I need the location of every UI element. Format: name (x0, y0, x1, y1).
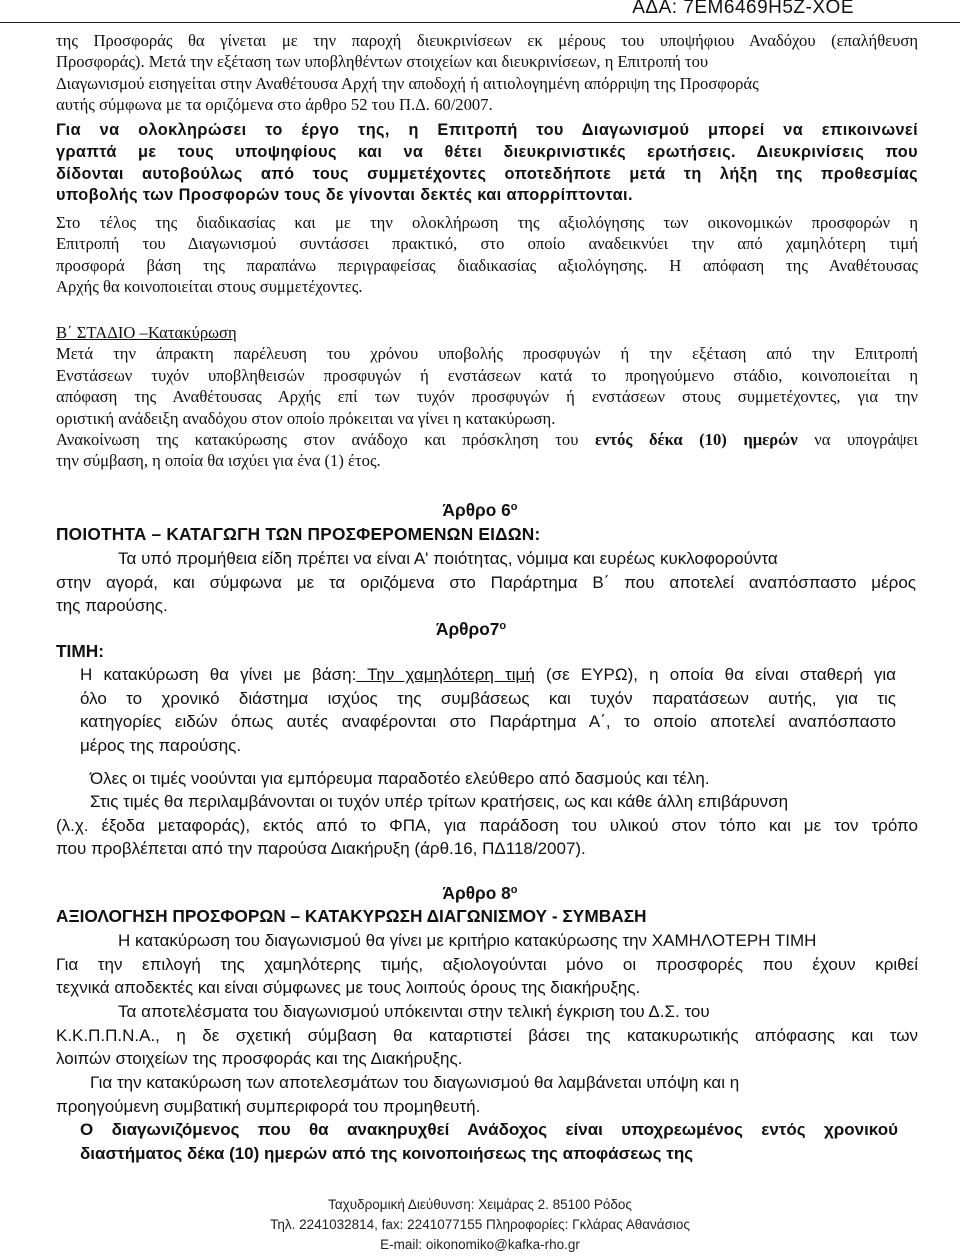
intro-line: αυτής σύμφωνα με τα οριζόμενα στο άρθρο 52 του Π.Δ. 60/2007. (56, 95, 493, 115)
article-6-heading: ΠΟΙΟΤΗΤΑ – ΚΑΤΑΓΩΓΗ ΤΩΝ ΠΡΟΣΦΕΡΟΜΕΝΩΝ ΕΙΔΩΝ: (56, 524, 541, 544)
article-8-title (0, 883, 960, 904)
article-7-para2: Όλες οι τιμές νοούνται για εμπόρευμα παραδοτέο ελεύθερο από δασμούς και τέλη. (90, 769, 710, 788)
ada-code: ΑΔΑ: 7ΕΜ6469Η5Ζ-ΧΟΕ (632, 0, 854, 18)
article-8-line: λοιπών στοιχείων της προσφοράς και της Διακήρυξης. (56, 1049, 463, 1069)
superscript: ο (510, 501, 518, 513)
article-8-line: Κ.Κ.Π.Π.Ν.Α., η δε σχετική σύμβαση θα καταρτιστεί βάσει της κατακυρωτικής απόφασης και των (56, 1025, 918, 1045)
article-7-line: κατηγορίες ειδών όπως αυτές αναφέρονται στο Παράρτημα Α΄, το οποίο αποτελεί αναπόσπαστο (80, 712, 896, 732)
stage-b-line: Μετά την άπρακτη παρέλευση του χρόνου υποβολής προσφυγών ή την εξέταση από την Επιτροπή (56, 344, 918, 364)
article-8-line: Για την επιλογή της χαμηλότερης τιμής, αξιολογούνται μόνο οι προσφορές που έχουν κριθεί (56, 954, 918, 974)
price-text: Η κατακύρωση θα γίνει με βάση: (80, 665, 357, 684)
notice-deadline: εντός δέκα (10) ημερών (594, 430, 798, 450)
end-line: Αρχής θα κοινοποιείται στους συμμετέχοντες. (56, 277, 363, 297)
article-8-heading: ΑΞΙΟΛΟΓΗΣΗ ΠΡΟΣΦΟΡΩΝ – ΚΑΤΑΚΥΡΩΣΗ ΔΙΑΓΩΝΙΣΜΟΥ - ΣΥΜΒΑΣΗ (56, 906, 647, 926)
article-8-line: Τα αποτελέσματα του διαγωνισμού υπόκεινται στην τελική έγκριση του Δ.Σ. του (118, 1002, 710, 1021)
article-8-line: Η κατακύρωση του διαγωνισμού θα γίνει με κριτήριο κατακύρωσης την ΧΑΜΗΛΟΤΕΡΗ ΤΙΜΗ (118, 931, 817, 950)
stage-b-line: απόφαση της Αναθέτουσας Αρχής επί των τυχόν προσφυγών ή ενστάσεων στους συμμετέχοντες, για την (56, 387, 918, 407)
stage-b-heading: Β΄ ΣΤΑΔΙΟ –Κατακύρωση (56, 323, 237, 342)
footer-email: E-mail: oikonomiko@kafka-rho.gr (380, 1237, 580, 1252)
article-7-para3-line: που προβλέπεται από την παρούσα Διακήρυξη (άρθ.16, ΠΔ118/2007). (56, 839, 586, 859)
bold-line: υποβολής των Προσφορών τους δε γίνονται δεκτές και απορρίπτονται. (56, 186, 633, 205)
intro-bold-paragraph (56, 120, 918, 207)
article-7-para3-line: Στις τιμές θα περιλαμβάνονται οι τυχόν υπέρ τρίτων κρατήσεις, ως και κάθε άλλη επιβάρυνση (90, 792, 789, 811)
article-7-para3 (56, 790, 918, 861)
article-title-text: Άρθρο7 (436, 619, 500, 639)
article-8-line: τεχνικά αποδεκτές και είναι σύμφωνες με τους λοιπούς όρους της διακήρυξης. (56, 978, 641, 998)
lowest-price-text: Την χαμηλότερη τιμή (356, 665, 535, 684)
article-8-p1 (56, 929, 918, 1000)
stage-b-section (56, 322, 918, 472)
article-8-line: προηγούμενη συμβατική συμπεριφορά του προμηθευτή. (56, 1096, 481, 1116)
article-title-text: Άρθρο 6 (442, 500, 511, 520)
article-6-line: Τα υπό προμήθεια είδη πρέπει να είναι Α' ποιότητας, νόμιμα και ευρέως κυκλοφορούντα (118, 549, 778, 568)
footer-phone: Τηλ. 2241032814, fax: 2241077155 Πληροφορίες: Γκλάρας Αθανάσιος (270, 1217, 690, 1232)
end-line: Στο τέλος της διαδικασίας και με την ολοκλήρωση της αξιολόγησης των οικονομικών προσφορών η (56, 213, 918, 232)
header-bar (0, 0, 960, 23)
bold-line: δίδονται αυτοβούλως από τους συμμετέχοντες οποτεδήποτε μετά τη λήξη της προθεσμίας (56, 164, 918, 183)
article-7-para3-line: (λ.χ. έξοδα μεταφοράς), εκτός από το ΦΠΑ, για παράδοση του υλικού στον τόπο και με τον τρόπο (56, 815, 918, 835)
article-7-heading: ΤΙΜΗ: (56, 641, 104, 661)
intro-end-paragraph (56, 212, 918, 298)
article-8-bold-line: διαστήματος δέκα (10) ημερών από της κοινοποιήσεως της αποφάσεως της (80, 1143, 694, 1163)
article-6-body (56, 547, 916, 618)
intro-paragraph (56, 30, 918, 116)
end-line: Επιτροπή του Διαγωνισμού συντάσσει πρακτικό, στο οποίο αναδεικνύει την από χαμηλότερη τιμή (56, 234, 918, 254)
intro-line: Προσφοράς). Μετά την εξέταση των υποβληθέντων στοιχείων και διευκρινίσεων, η Επιτροπή του (56, 52, 709, 72)
article-8-p2 (56, 1000, 918, 1071)
end-line: προσφορά βάση της παραπάνω περιγραφείσας διαδικασίας αξιολόγησης. Η απόφαση της Αναθέτουσας (56, 255, 918, 275)
intro-line: της Προσφοράς θα γίνεται με την παροχή διευκρινίσεων εκ μέρους του υποψήφιου Αναδόχου (επαλήθευση (56, 31, 918, 50)
stage-b-line: Ενστάσεων τυχόν υποβληθεισών προσφυγών ή ενστάσεων κατά το προηγούμενο στάδιο, κοινοποιείται η (56, 365, 918, 385)
article-7-line (80, 663, 896, 687)
article-8-bold-line: Ο διαγωνιζόμενος που θα ανακηρυχθεί Ανάδοχος είναι υποχρεωμένος εντός χρονικού (80, 1120, 898, 1139)
article-8-line: Για την κατακύρωση των αποτελεσμάτων του διαγωνισμού θα λαμβάνεται υπόψη και η (90, 1073, 740, 1092)
article-7-body (80, 663, 896, 757)
article-6-line: της παρούσης. (56, 596, 168, 616)
page-footer (0, 1195, 960, 1255)
superscript: ο (510, 884, 518, 896)
stage-b-notice-line2: την σύμβαση, η οποία θα ισχύει για ένα (1) έτος. (56, 451, 381, 471)
superscript: ο (499, 620, 507, 632)
article-7-title (436, 619, 506, 640)
article-8-p3 (56, 1071, 918, 1118)
intro-line: Διαγωνισμού εισηγείται στην Αναθέτουσα Αρχή την αποδοχή ή αιτιολογημένη απόρριψη της Προσφοράς (56, 73, 759, 93)
bold-line: γραπτά με τους υποψηφίους και να θέτει διευκρινιστικές ερωτήσεις. Διευκρινίσεις που (56, 142, 918, 161)
bold-line: Για να ολοκληρώσει το έργο της, η Επιτροπή του Διαγωνισμού μπορεί να επικοινωνεί (56, 121, 918, 139)
article-8-p4 (80, 1118, 898, 1165)
article-6-title (0, 500, 960, 521)
article-7-line: όλο το χρονικό διάστημα ισχύος της συμβάσεως και τυχόν παρατάσεων αυτής, για τις (80, 688, 896, 708)
notice-text: να υπογράψει (797, 430, 918, 450)
article-7-line: μέρος της παρούσης. (80, 735, 242, 755)
notice-text: Ανακοίνωση της κατακύρωσης στον ανάδοχο και πρόσκληση του (56, 430, 595, 450)
price-text: (σε ΕΥΡΩ), η οποία θα είναι σταθερή για (534, 665, 896, 684)
stage-b-line: οριστική ανάδειξη αναδόχου στον οποίο πρόκειται να γίνει η κατακύρωση. (56, 408, 556, 428)
article-6-line: στην αγορά, και σύμφωνα με τα οριζόμενα στο Παράρτημα Β΄ που αποτελεί αναπόσπαστο μέρος (56, 572, 916, 592)
stage-b-notice (56, 429, 918, 450)
article-title-text: Άρθρο 8 (442, 883, 511, 903)
footer-address: Ταχυδρομική Διεύθυνση: Χειμάρας 2. 85100 Ρόδος (328, 1197, 632, 1212)
